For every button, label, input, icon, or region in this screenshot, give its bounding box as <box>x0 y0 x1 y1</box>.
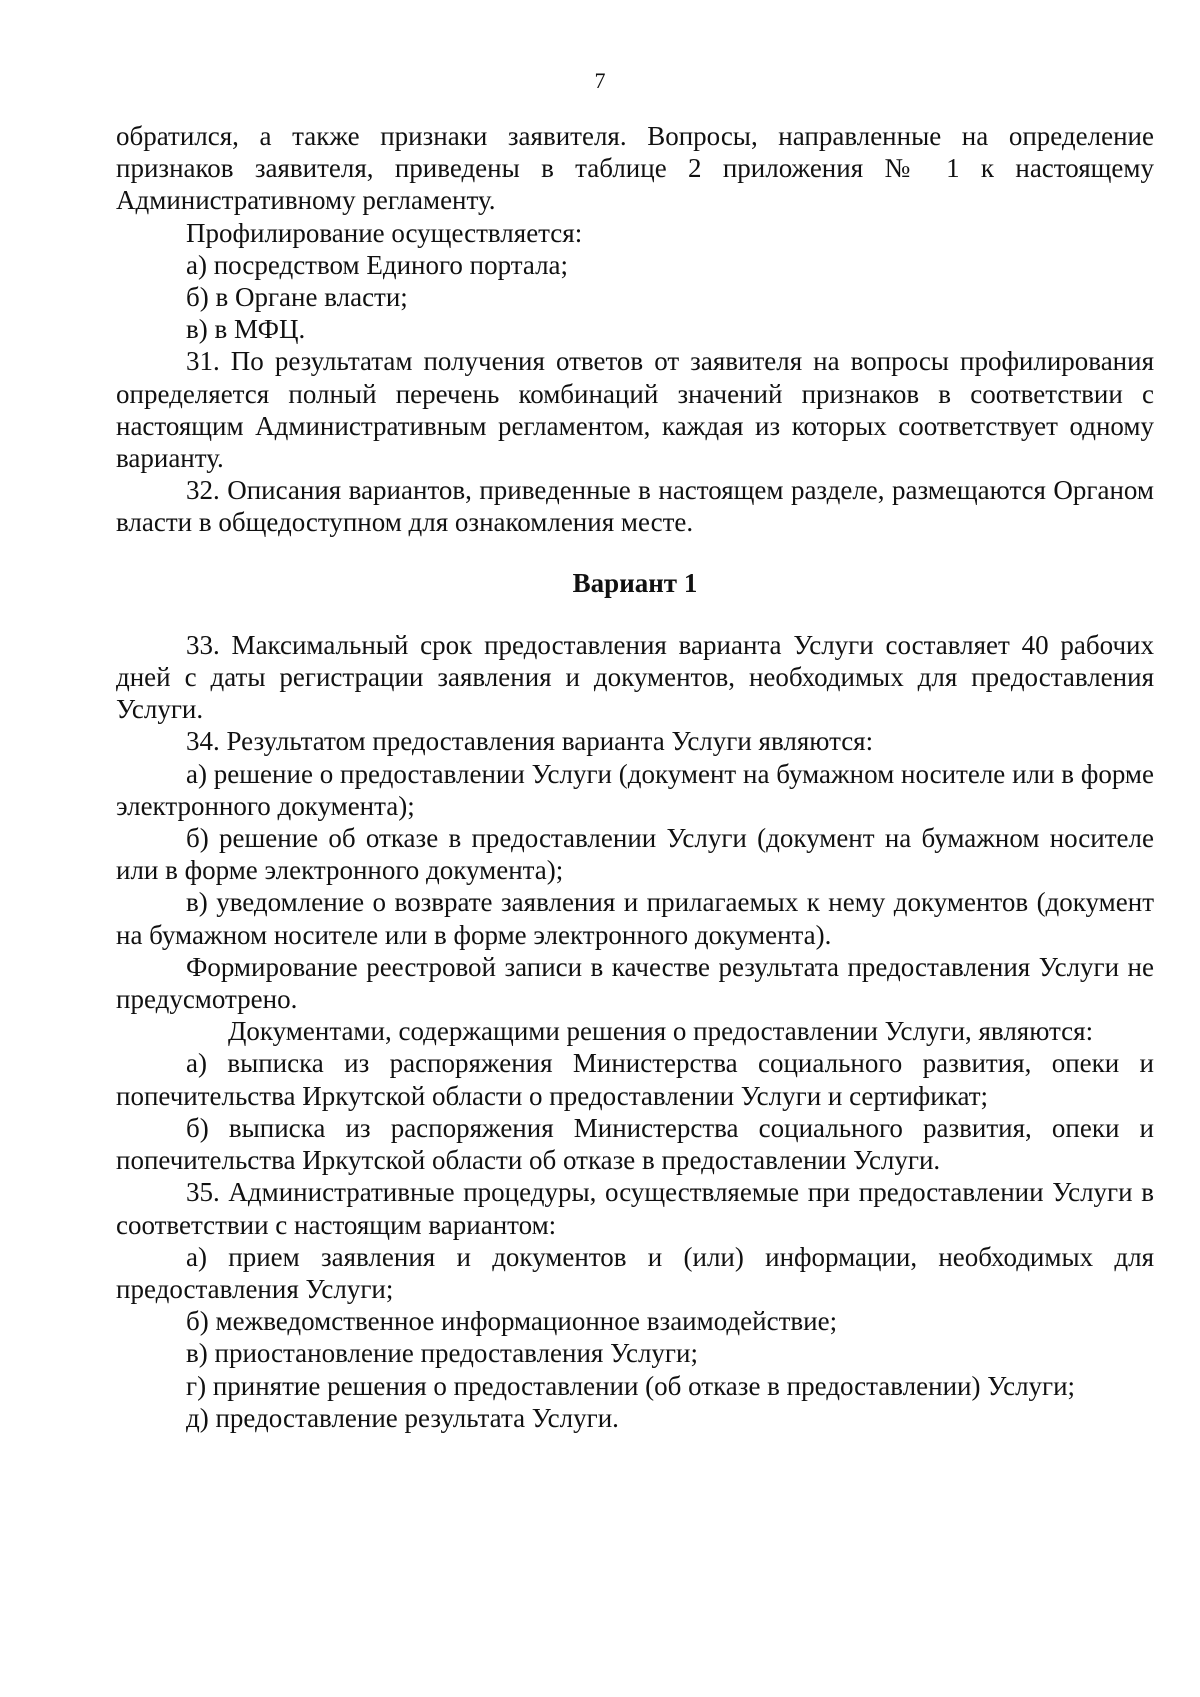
paragraph-registry: Формирование реестровой записи в качестве результата предоставления Услуги не предусмотрено. <box>116 951 1154 1015</box>
list-item: а) решение о предоставлении Услуги (документ на бумажном носителе или в форме электронного документа); <box>116 758 1154 821</box>
list-item: в) приостановление предоставления Услуги; <box>186 1338 698 1369</box>
paragraph-32: 32. Описания вариантов, приведенные в настоящем разделе, размещаются Органом власти в общедоступном для ознакомления месте. <box>116 475 1154 538</box>
paragraph-continuation: обратился, а также признаки заявителя. Вопросы, направленные на определение признаков заявителя, приведены в таблице 2 приложения № 1 к настоящему Административному регламенту. <box>116 121 1154 216</box>
list-item: а) прием заявления и документов и (или) информации, необходимых для предоставления Услуги; <box>116 1241 1154 1304</box>
section-heading: Вариант 1 <box>572 567 698 598</box>
page-number: 7 <box>594 68 606 93</box>
list-item: б) решение об отказе в предоставлении Услуги (документ на бумажном носителе или в форме электронного документа); <box>116 823 1154 886</box>
list-item: а) выписка из распоряжения Министерства социального развития, опеки и попечительства Иркутской области о предоставлении Услуги и сертификат; <box>116 1048 1154 1111</box>
list-item: б) в Органе власти; <box>186 282 408 313</box>
list-item: б) выписка из распоряжения Министерства социального развития, опеки и попечительства Иркутской области об отказе в предоставлении Услуги. <box>116 1112 1154 1176</box>
paragraph-documents: Документами, содержащими решения о предоставлении Услуги, являются: <box>228 1016 1094 1047</box>
list-item: д) предоставление результата Услуги. <box>186 1402 619 1433</box>
paragraph-profiling: Профилирование осуществляется: <box>186 217 583 248</box>
list-item: в) уведомление о возврате заявления и прилагаемых к нему документов (документ на бумажном носителе или в форме электронного документа). <box>116 887 1154 950</box>
list-item: б) межведомственное информационное взаимодействие; <box>186 1306 838 1337</box>
paragraph-31: 31. По результатам получения ответов от заявителя на вопросы профилирования определяется полный перечень комбинаций значений признаков в соответствии с настоящим Административным регламентом, каждая из которых соответствует одному варианту. <box>116 346 1154 474</box>
paragraph-34: 34. Результатом предоставления варианта Услуги являются: <box>186 726 874 757</box>
document-body <box>116 120 1154 1434</box>
paragraph-33: 33. Максимальный срок предоставления варианта Услуги составляет 40 рабочих дней с даты регистрации заявления и документов, необходимых для предоставления Услуги. <box>116 629 1154 725</box>
list-item: г) принятие решения о предоставлении (об отказе в предоставлении) Услуги; <box>186 1370 1076 1401</box>
list-item: в) в МФЦ. <box>186 314 306 345</box>
paragraph-35: 35. Административные процедуры, осуществляемые при предоставлении Услуги в соответствии с настоящим вариантом: <box>116 1177 1154 1240</box>
list-item: а) посредством Единого портала; <box>186 249 569 280</box>
